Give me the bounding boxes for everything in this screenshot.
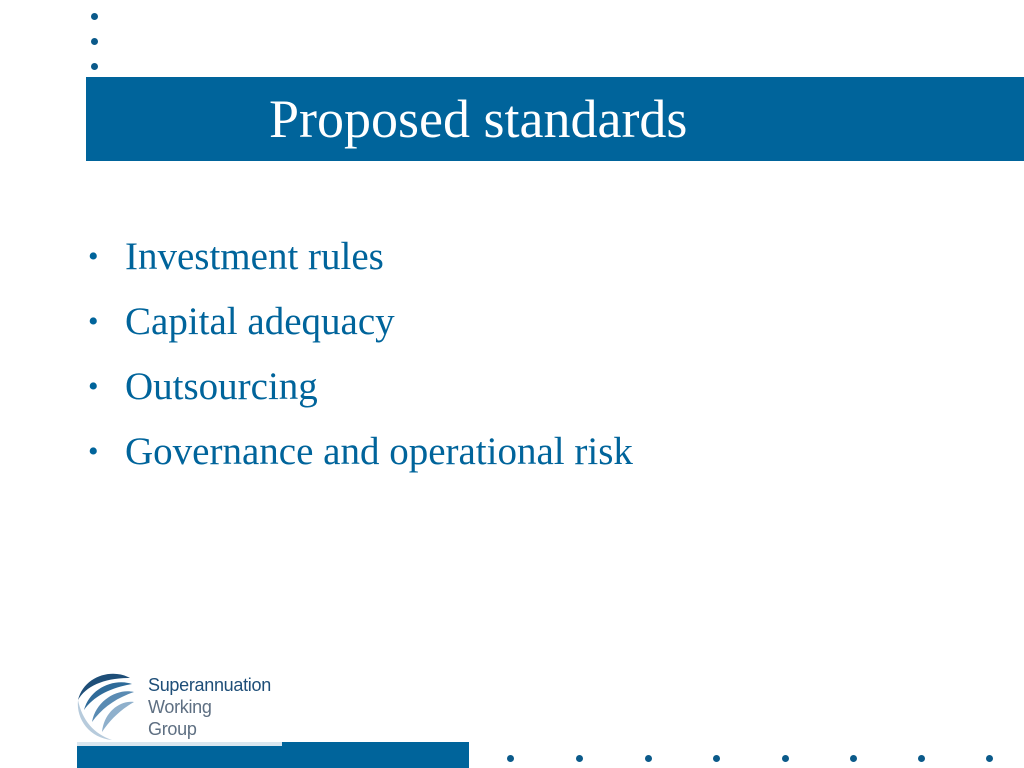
footer-bar-highlight xyxy=(77,742,282,746)
bullet-text: Investment rules xyxy=(125,235,384,278)
bullet-icon: • xyxy=(88,435,99,468)
decorative-dot xyxy=(986,755,993,762)
bullet-icon: • xyxy=(88,370,99,403)
organization-logo xyxy=(74,670,304,742)
decorative-dot xyxy=(91,13,98,20)
bullet-icon: • xyxy=(88,240,99,273)
decorative-dot xyxy=(576,755,583,762)
title-bar xyxy=(86,77,1024,161)
bullet-text: Governance and operational risk xyxy=(125,430,633,473)
logo-text-line1: Superannuation xyxy=(148,675,271,695)
slide-title: Proposed standards xyxy=(269,89,688,149)
decorative-dot xyxy=(645,755,652,762)
logo-text-line3: Group xyxy=(148,719,197,739)
bullet-text: Capital adequacy xyxy=(125,300,395,343)
decorative-dot xyxy=(91,38,98,45)
decorative-dot xyxy=(507,755,514,762)
decorative-dot xyxy=(713,755,720,762)
decorative-dot xyxy=(782,755,789,762)
swirl-logo-icon xyxy=(74,670,140,742)
bullet-text: Outsourcing xyxy=(125,365,318,408)
bullet-icon: • xyxy=(88,305,99,338)
decorative-dot xyxy=(850,755,857,762)
decorative-dot xyxy=(91,63,98,70)
decorative-dot xyxy=(918,755,925,762)
logo-text-line2: Working xyxy=(148,697,212,717)
